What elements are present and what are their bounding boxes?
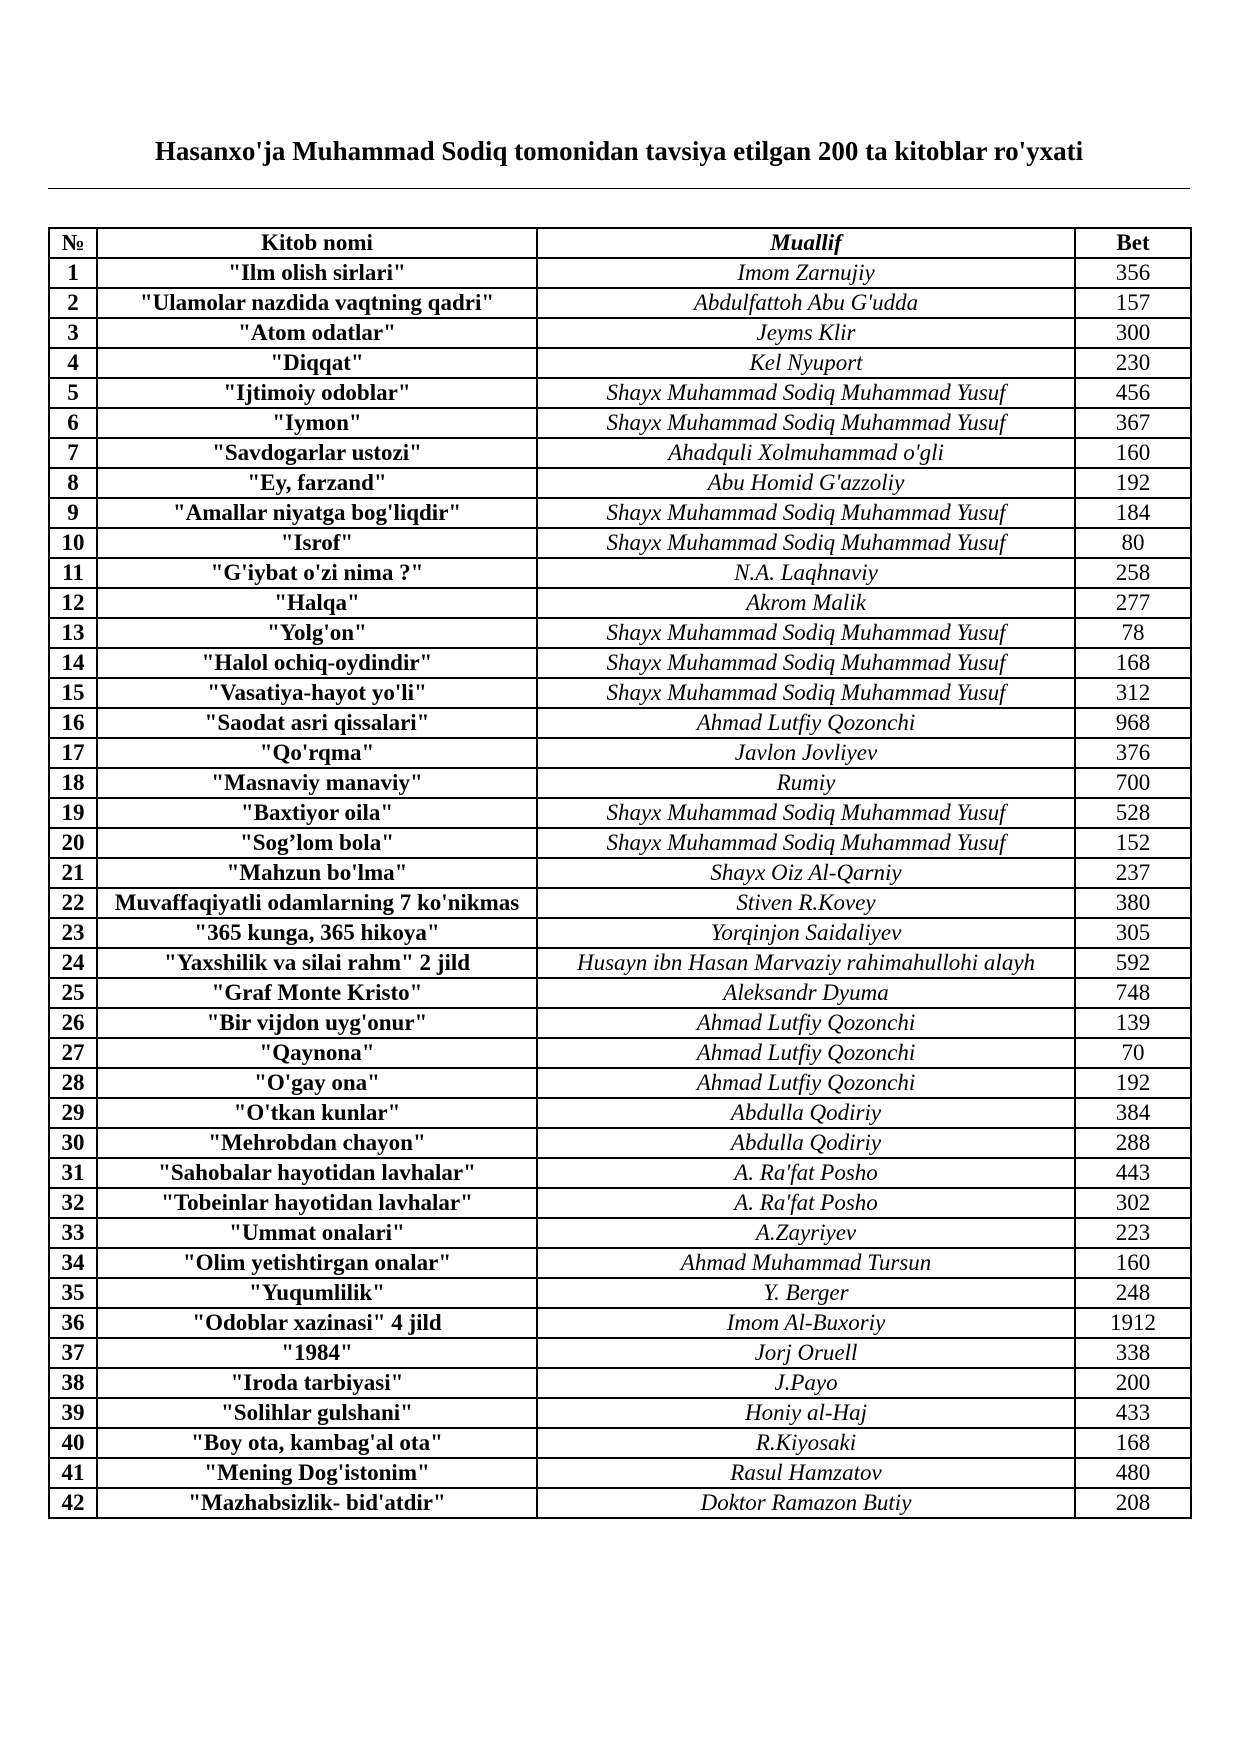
book-title-cell: "Ijtimoiy odoblar" bbox=[97, 378, 537, 408]
table-row bbox=[49, 918, 1191, 948]
page-count-cell: 208 bbox=[1075, 1488, 1191, 1518]
author-cell: Imom Zarnujiy bbox=[537, 258, 1075, 288]
table-row bbox=[49, 1068, 1191, 1098]
book-title-cell: "O'tkan kunlar" bbox=[97, 1098, 537, 1128]
book-title-cell: "Masnaviy manaviy" bbox=[97, 768, 537, 798]
page-count-cell: 168 bbox=[1075, 648, 1191, 678]
table-row bbox=[49, 1248, 1191, 1278]
page-count-cell: 367 bbox=[1075, 408, 1191, 438]
row-number-cell: 35 bbox=[49, 1278, 97, 1308]
document-title: Hasanxo'ja Muhammad Sodiq tomonidan tavsiya etilgan 200 ta kitoblar ro'yxati bbox=[154, 136, 1084, 166]
author-cell: Shayx Muhammad Sodiq Muhammad Yusuf bbox=[537, 378, 1075, 408]
page-count-cell: 700 bbox=[1075, 768, 1191, 798]
row-number-cell: 21 bbox=[49, 858, 97, 888]
table-row bbox=[49, 528, 1191, 558]
book-title-cell: "Diqqat" bbox=[97, 348, 537, 378]
book-title-cell: "Ulamolar nazdida vaqtning qadri" bbox=[97, 288, 537, 318]
book-title-cell: "Iymon" bbox=[97, 408, 537, 438]
table-header-row bbox=[49, 228, 1191, 258]
row-number-cell: 13 bbox=[49, 618, 97, 648]
author-cell: Abdulla Qodiriy bbox=[537, 1128, 1075, 1158]
table-row bbox=[49, 888, 1191, 918]
row-number-cell: 40 bbox=[49, 1428, 97, 1458]
book-title-cell: "Tobeinlar hayotidan lavhalar" bbox=[97, 1188, 537, 1218]
row-number-cell: 15 bbox=[49, 678, 97, 708]
book-title-cell: "Graf Monte Kristo" bbox=[97, 978, 537, 1008]
page-count-cell: 258 bbox=[1075, 558, 1191, 588]
book-title-cell: "Qo'rqma" bbox=[97, 738, 537, 768]
page-count-cell: 480 bbox=[1075, 1458, 1191, 1488]
page-count-cell: 384 bbox=[1075, 1098, 1191, 1128]
author-cell: Abdulla Qodiriy bbox=[537, 1098, 1075, 1128]
row-number-cell: 20 bbox=[49, 828, 97, 858]
book-title-cell: "Halol ochiq-oydindir" bbox=[97, 648, 537, 678]
table-row bbox=[49, 1218, 1191, 1248]
page-count-cell: 157 bbox=[1075, 288, 1191, 318]
book-title-cell: "G'iybat o'zi nima ?" bbox=[97, 558, 537, 588]
table-row bbox=[49, 1428, 1191, 1458]
page-count-cell: 305 bbox=[1075, 918, 1191, 948]
author-cell: Ahmad Lutfiy Qozonchi bbox=[537, 1068, 1075, 1098]
author-cell: Abdulfattoh Abu G'udda bbox=[537, 288, 1075, 318]
page-count-cell: 200 bbox=[1075, 1368, 1191, 1398]
book-title-cell: "Amallar niyatga bog'liqdir" bbox=[97, 498, 537, 528]
book-title-cell: "Bir vijdon uyg'onur" bbox=[97, 1008, 537, 1038]
table-row bbox=[49, 288, 1191, 318]
page-count-cell: 968 bbox=[1075, 708, 1191, 738]
page-count-cell: 1912 bbox=[1075, 1308, 1191, 1338]
row-number-cell: 17 bbox=[49, 738, 97, 768]
table-row bbox=[49, 768, 1191, 798]
row-number-cell: 27 bbox=[49, 1038, 97, 1068]
row-number-cell: 34 bbox=[49, 1248, 97, 1278]
table-row bbox=[49, 1398, 1191, 1428]
table-row bbox=[49, 1488, 1191, 1518]
table-row bbox=[49, 1038, 1191, 1068]
author-cell: Stiven R.Kovey bbox=[537, 888, 1075, 918]
book-title-cell: "Solihlar gulshani" bbox=[97, 1398, 537, 1428]
page-count-cell: 748 bbox=[1075, 978, 1191, 1008]
book-title-cell: "Ey, farzand" bbox=[97, 468, 537, 498]
row-number-cell: 1 bbox=[49, 258, 97, 288]
book-list-table bbox=[48, 227, 1192, 1519]
page-count-cell: 433 bbox=[1075, 1398, 1191, 1428]
page-count-cell: 528 bbox=[1075, 798, 1191, 828]
row-number-cell: 2 bbox=[49, 288, 97, 318]
author-cell: A. Ra'fat Posho bbox=[537, 1158, 1075, 1188]
author-cell: Ahmad Lutfiy Qozonchi bbox=[537, 708, 1075, 738]
book-title-cell: "Savdogarlar ustozi" bbox=[97, 438, 537, 468]
page-count-cell: 338 bbox=[1075, 1338, 1191, 1368]
book-title-cell: "Halqa" bbox=[97, 588, 537, 618]
book-title-cell: "Yuqumlilik" bbox=[97, 1278, 537, 1308]
table-row bbox=[49, 408, 1191, 438]
page-count-cell: 160 bbox=[1075, 1248, 1191, 1278]
author-cell: Imom Al-Buxoriy bbox=[537, 1308, 1075, 1338]
row-number-cell: 41 bbox=[49, 1458, 97, 1488]
page-count-cell: 168 bbox=[1075, 1428, 1191, 1458]
book-title-cell: "Mahzun bo'lma" bbox=[97, 858, 537, 888]
author-cell: Shayx Muhammad Sodiq Muhammad Yusuf bbox=[537, 618, 1075, 648]
page-count-cell: 302 bbox=[1075, 1188, 1191, 1218]
row-number-cell: 39 bbox=[49, 1398, 97, 1428]
table-row bbox=[49, 708, 1191, 738]
row-number-cell: 3 bbox=[49, 318, 97, 348]
page-count-cell: 277 bbox=[1075, 588, 1191, 618]
page-count-cell: 152 bbox=[1075, 828, 1191, 858]
page-count-cell: 456 bbox=[1075, 378, 1191, 408]
row-number-cell: 5 bbox=[49, 378, 97, 408]
page-count-cell: 184 bbox=[1075, 498, 1191, 528]
page-count-cell: 70 bbox=[1075, 1038, 1191, 1068]
page-count-cell: 237 bbox=[1075, 858, 1191, 888]
table-row bbox=[49, 378, 1191, 408]
table-row bbox=[49, 978, 1191, 1008]
row-number-cell: 26 bbox=[49, 1008, 97, 1038]
row-number-cell: 8 bbox=[49, 468, 97, 498]
row-number-cell: 42 bbox=[49, 1488, 97, 1518]
table-row bbox=[49, 648, 1191, 678]
table-row bbox=[49, 1188, 1191, 1218]
page-count-cell: 380 bbox=[1075, 888, 1191, 918]
page-count-cell: 376 bbox=[1075, 738, 1191, 768]
author-cell: Shayx Muhammad Sodiq Muhammad Yusuf bbox=[537, 828, 1075, 858]
author-cell: Ahadquli Xolmuhammad o'gli bbox=[537, 438, 1075, 468]
page-count-cell: 223 bbox=[1075, 1218, 1191, 1248]
author-cell: Jorj Oruell bbox=[537, 1338, 1075, 1368]
table-row bbox=[49, 678, 1191, 708]
table-row bbox=[49, 258, 1191, 288]
table-row bbox=[49, 438, 1191, 468]
row-number-cell: 10 bbox=[49, 528, 97, 558]
book-title-cell: "Yolg'on" bbox=[97, 618, 537, 648]
page-count-cell: 192 bbox=[1075, 468, 1191, 498]
author-cell: Aleksandr Dyuma bbox=[537, 978, 1075, 1008]
author-cell: Akrom Malik bbox=[537, 588, 1075, 618]
author-cell: Ahmad Lutfiy Qozonchi bbox=[537, 1038, 1075, 1068]
author-cell: Shayx Muhammad Sodiq Muhammad Yusuf bbox=[537, 798, 1075, 828]
book-title-cell: "Qaynona" bbox=[97, 1038, 537, 1068]
book-title-cell: "Ummat onalari" bbox=[97, 1218, 537, 1248]
row-number-cell: 6 bbox=[49, 408, 97, 438]
table-row bbox=[49, 588, 1191, 618]
table-row bbox=[49, 1128, 1191, 1158]
book-title-cell: "Sahobalar hayotidan lavhalar" bbox=[97, 1158, 537, 1188]
book-title-cell: "O'gay ona" bbox=[97, 1068, 537, 1098]
book-title-cell: Muvaffaqiyatli odamlarning 7 ko'nikmas bbox=[97, 888, 537, 918]
table-row bbox=[49, 1098, 1191, 1128]
table-row bbox=[49, 738, 1191, 768]
book-title-cell: "Isrof" bbox=[97, 528, 537, 558]
row-number-cell: 36 bbox=[49, 1308, 97, 1338]
author-cell: Yorqinjon Saidaliyev bbox=[537, 918, 1075, 948]
book-title-cell: "Olim yetishtirgan onalar" bbox=[97, 1248, 537, 1278]
table-row bbox=[49, 1458, 1191, 1488]
author-cell: Abu Homid G'azzoliy bbox=[537, 468, 1075, 498]
row-number-cell: 30 bbox=[49, 1128, 97, 1158]
table-row bbox=[49, 1278, 1191, 1308]
book-title-cell: "Saodat asri qissalari" bbox=[97, 708, 537, 738]
author-cell: Shayx Oiz Al-Qarniy bbox=[537, 858, 1075, 888]
page-count-cell: 300 bbox=[1075, 318, 1191, 348]
table-row bbox=[49, 948, 1191, 978]
author-cell: Shayx Muhammad Sodiq Muhammad Yusuf bbox=[537, 678, 1075, 708]
page-count-cell: 443 bbox=[1075, 1158, 1191, 1188]
table-row bbox=[49, 558, 1191, 588]
row-number-cell: 37 bbox=[49, 1338, 97, 1368]
author-cell: Y. Berger bbox=[537, 1278, 1075, 1308]
row-number-cell: 28 bbox=[49, 1068, 97, 1098]
table-row bbox=[49, 1368, 1191, 1398]
page-count-cell: 312 bbox=[1075, 678, 1191, 708]
table-row bbox=[49, 1308, 1191, 1338]
table-row bbox=[49, 618, 1191, 648]
table-row bbox=[49, 348, 1191, 378]
book-title-cell: "Sog’lom bola" bbox=[97, 828, 537, 858]
book-title-cell: "Mening Dog'istonim" bbox=[97, 1458, 537, 1488]
table-row bbox=[49, 498, 1191, 528]
author-cell: Husayn ibn Hasan Marvaziy rahimahullohi alayh bbox=[537, 948, 1075, 978]
page-count-cell: 248 bbox=[1075, 1278, 1191, 1308]
page-count-cell: 288 bbox=[1075, 1128, 1191, 1158]
row-number-cell: 25 bbox=[49, 978, 97, 1008]
page-count-cell: 192 bbox=[1075, 1068, 1191, 1098]
row-number-cell: 23 bbox=[49, 918, 97, 948]
page-count-cell: 80 bbox=[1075, 528, 1191, 558]
row-number-cell: 12 bbox=[49, 588, 97, 618]
row-number-cell: 16 bbox=[49, 708, 97, 738]
book-title-cell: "Mazhabsizlik- bid'atdir" bbox=[97, 1488, 537, 1518]
row-number-cell: 7 bbox=[49, 438, 97, 468]
author-cell: A. Ra'fat Posho bbox=[537, 1188, 1075, 1218]
author-cell: Shayx Muhammad Sodiq Muhammad Yusuf bbox=[537, 648, 1075, 678]
column-header-book-title: Kitob nomi bbox=[97, 228, 537, 258]
row-number-cell: 18 bbox=[49, 768, 97, 798]
book-title-cell: "Boy ota, kambag'al ota" bbox=[97, 1428, 537, 1458]
book-title-cell: "Ilm olish sirlari" bbox=[97, 258, 537, 288]
row-number-cell: 38 bbox=[49, 1368, 97, 1398]
author-cell: Shayx Muhammad Sodiq Muhammad Yusuf bbox=[537, 408, 1075, 438]
author-cell: Kel Nyuport bbox=[537, 348, 1075, 378]
book-title-cell: "Vasatiya-hayot yo'li" bbox=[97, 678, 537, 708]
page-count-cell: 160 bbox=[1075, 438, 1191, 468]
author-cell: J.Payo bbox=[537, 1368, 1075, 1398]
book-title-cell: "365 kunga, 365 hikoya" bbox=[97, 918, 537, 948]
author-cell: Doktor Ramazon Butiy bbox=[537, 1488, 1075, 1518]
row-number-cell: 31 bbox=[49, 1158, 97, 1188]
row-number-cell: 29 bbox=[49, 1098, 97, 1128]
row-number-cell: 19 bbox=[49, 798, 97, 828]
book-title-cell: "Iroda tarbiyasi" bbox=[97, 1368, 537, 1398]
row-number-cell: 9 bbox=[49, 498, 97, 528]
author-cell: Rumiy bbox=[537, 768, 1075, 798]
table-row bbox=[49, 828, 1191, 858]
table-row bbox=[49, 1158, 1191, 1188]
author-cell: Ahmad Muhammad Tursun bbox=[537, 1248, 1075, 1278]
author-cell: Shayx Muhammad Sodiq Muhammad Yusuf bbox=[537, 498, 1075, 528]
page-count-cell: 139 bbox=[1075, 1008, 1191, 1038]
table-row bbox=[49, 468, 1191, 498]
column-header-author: Muallif bbox=[537, 228, 1075, 258]
table-row bbox=[49, 798, 1191, 828]
row-number-cell: 32 bbox=[49, 1188, 97, 1218]
author-cell: Shayx Muhammad Sodiq Muhammad Yusuf bbox=[537, 528, 1075, 558]
row-number-cell: 33 bbox=[49, 1218, 97, 1248]
author-cell: A.Zayriyev bbox=[537, 1218, 1075, 1248]
author-cell: Rasul Hamzatov bbox=[537, 1458, 1075, 1488]
title-underline bbox=[48, 188, 1190, 189]
book-title-cell: "Odoblar xazinasi" 4 jild bbox=[97, 1308, 537, 1338]
column-header-number: № bbox=[49, 228, 97, 258]
book-title-cell: "Atom odatlar" bbox=[97, 318, 537, 348]
column-header-pages: Bet bbox=[1075, 228, 1191, 258]
table-body bbox=[49, 258, 1191, 1518]
book-title-cell: "1984" bbox=[97, 1338, 537, 1368]
table-row bbox=[49, 318, 1191, 348]
author-cell: Ahmad Lutfiy Qozonchi bbox=[537, 1008, 1075, 1038]
page-count-cell: 356 bbox=[1075, 258, 1191, 288]
row-number-cell: 24 bbox=[49, 948, 97, 978]
author-cell: N.A. Laqhnaviy bbox=[537, 558, 1075, 588]
author-cell: Jeyms Klir bbox=[537, 318, 1075, 348]
table-row bbox=[49, 1338, 1191, 1368]
page-count-cell: 230 bbox=[1075, 348, 1191, 378]
row-number-cell: 4 bbox=[49, 348, 97, 378]
table-row bbox=[49, 1008, 1191, 1038]
author-cell: Javlon Jovliyev bbox=[537, 738, 1075, 768]
row-number-cell: 11 bbox=[49, 558, 97, 588]
page-count-cell: 592 bbox=[1075, 948, 1191, 978]
book-title-cell: "Baxtiyor oila" bbox=[97, 798, 537, 828]
author-cell: Honiy al-Haj bbox=[537, 1398, 1075, 1428]
author-cell: R.Kiyosaki bbox=[537, 1428, 1075, 1458]
book-title-cell: "Yaxshilik va silai rahm" 2 jild bbox=[97, 948, 537, 978]
page-count-cell: 78 bbox=[1075, 618, 1191, 648]
row-number-cell: 22 bbox=[49, 888, 97, 918]
row-number-cell: 14 bbox=[49, 648, 97, 678]
book-title-cell: "Mehrobdan chayon" bbox=[97, 1128, 537, 1158]
table-row bbox=[49, 858, 1191, 888]
